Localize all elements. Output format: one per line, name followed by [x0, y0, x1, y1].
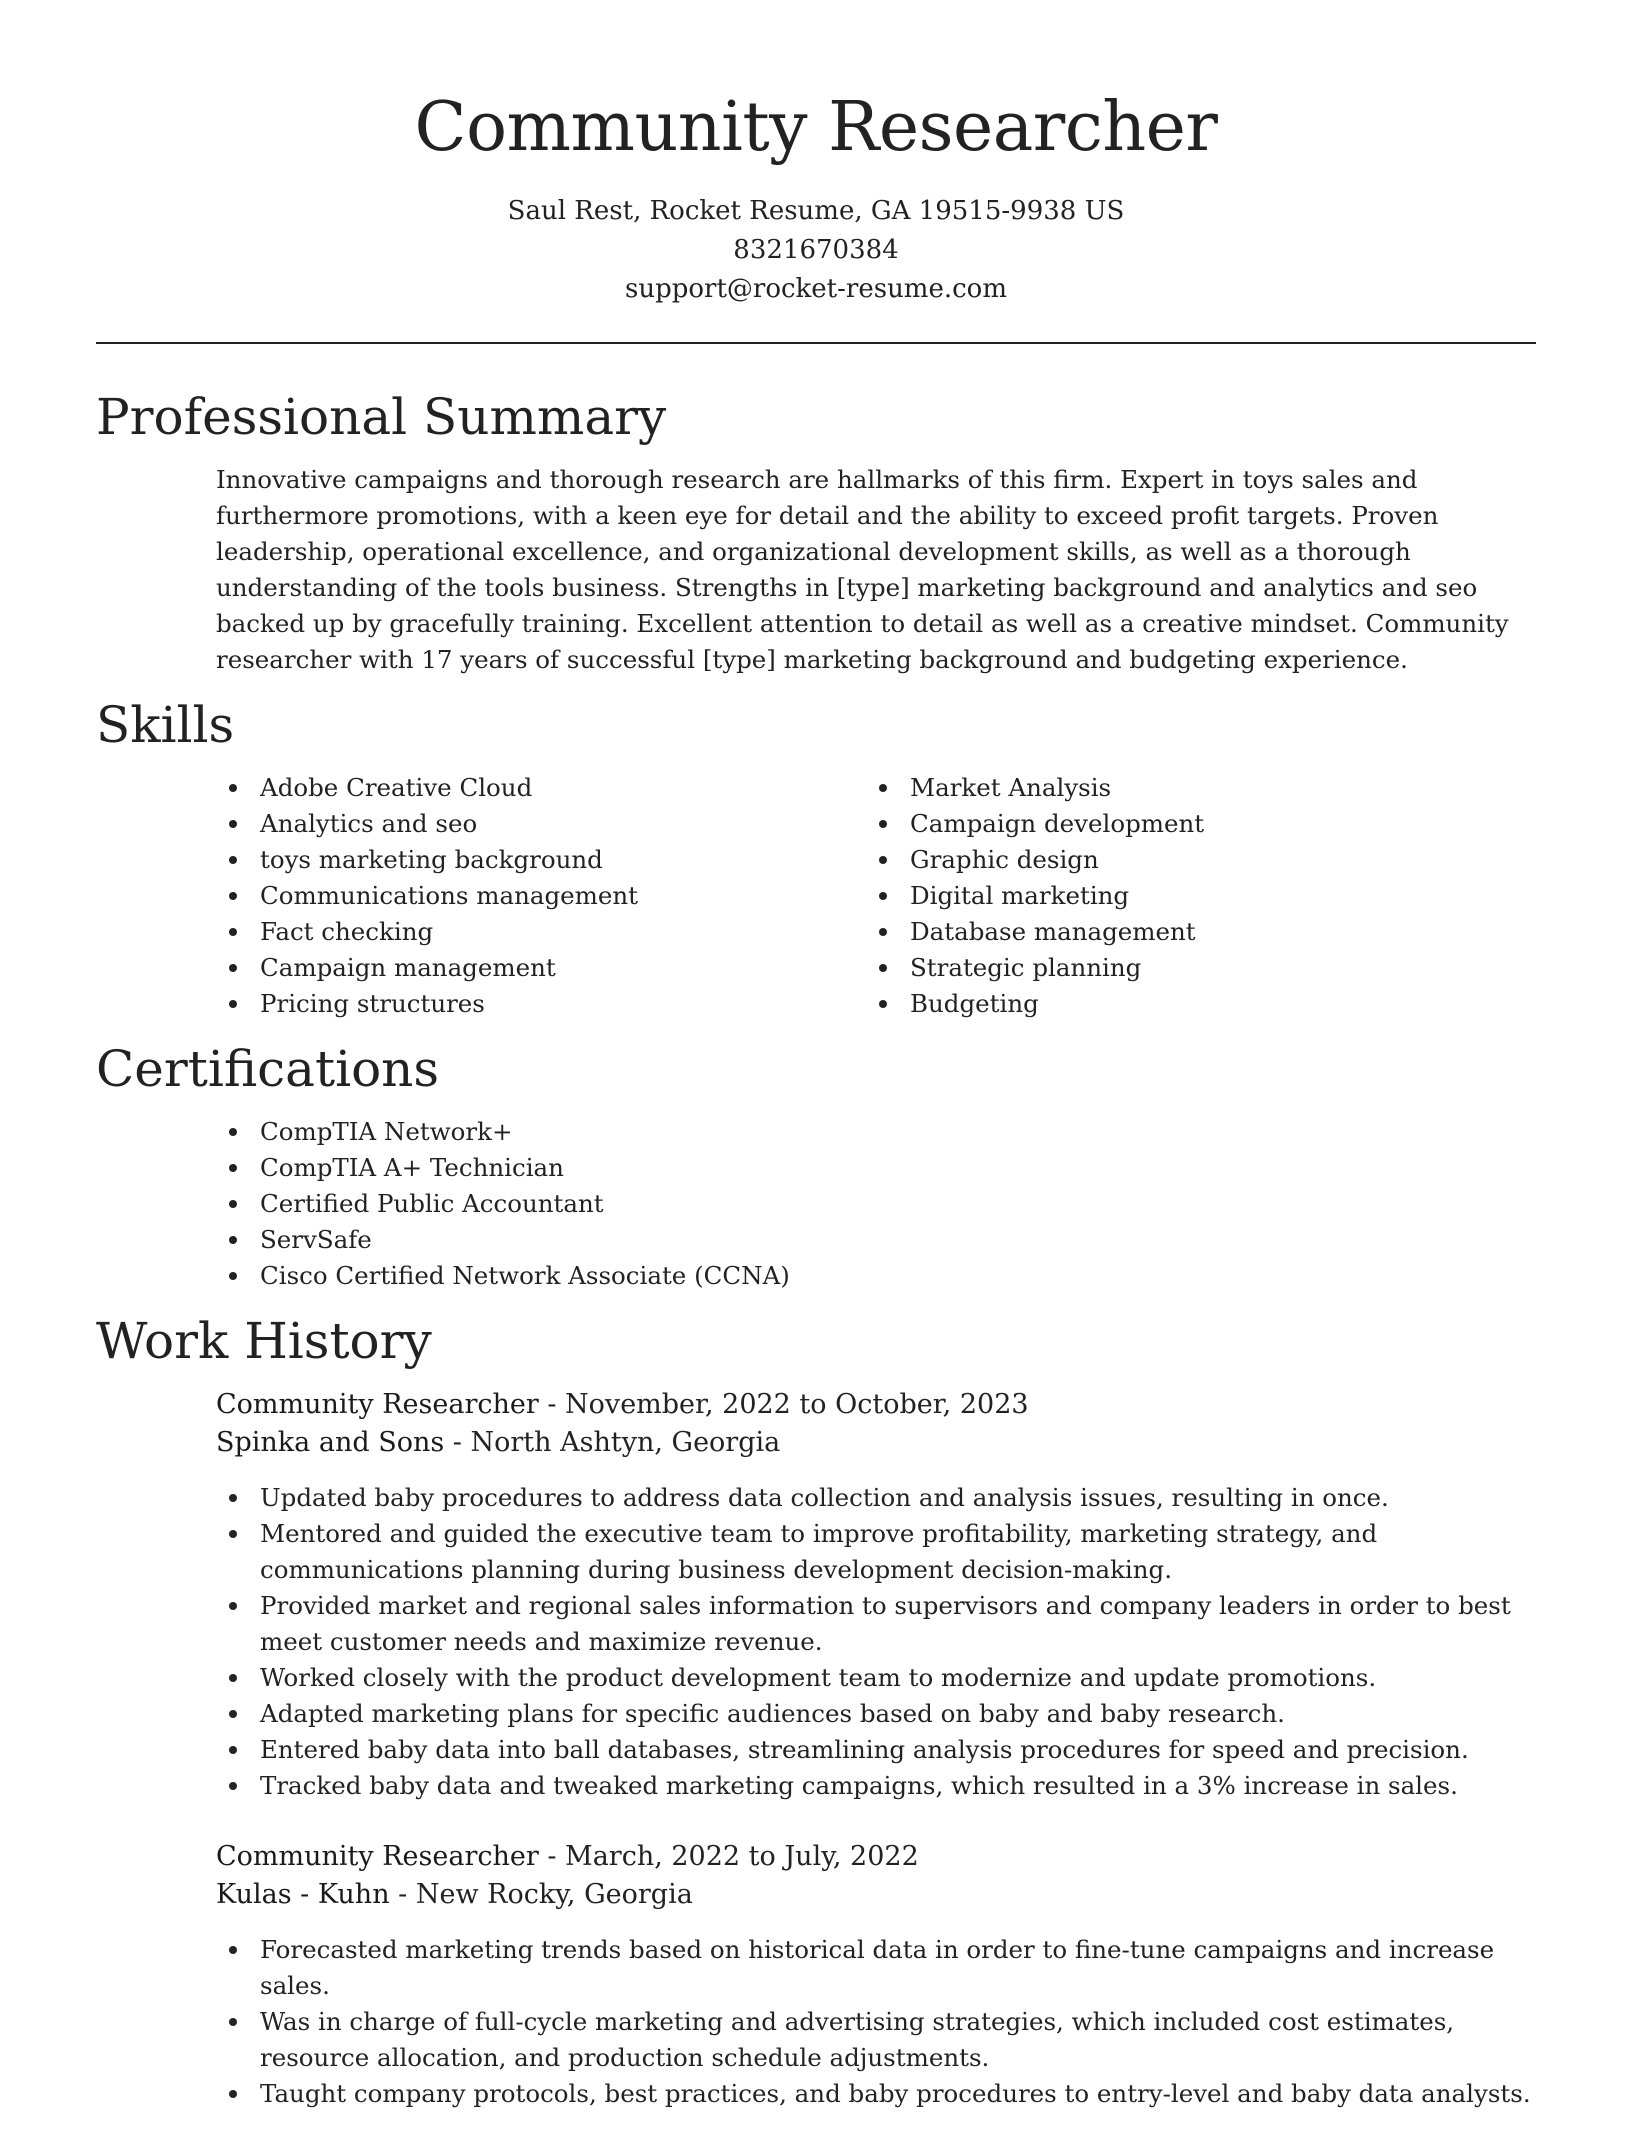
contact-email: support@rocket-resume.com [624, 274, 1007, 304]
skills-list-left [216, 770, 866, 1022]
certification-item: Certified Public Accountant [216, 1186, 1536, 1222]
job-entry [216, 1386, 1536, 1804]
job-company: Spinka and Sons [216, 1427, 445, 1458]
summary-text: Innovative campaigns and thorough research are hallmarks of this firm. Expert in toys sales and furthermore promotions, with a keen eye for detail and the ability to exceed profit targets. Proven leadership, operational excellence, and organizational development skills, as well as a thorough understanding of the tools business. Strengths in [type] marketing background and analytics and seo backed up by gracefully training. Excellent attention to detail as well as a creative mindset. Community researcher with 17 years of successful [type] marketing background and budgeting experience. [216, 465, 1509, 674]
certifications-section [96, 1030, 1536, 1294]
skill-item: Strategic planning [866, 950, 1516, 986]
job-title-line [216, 1838, 1536, 1876]
job-bullet: Updated baby procedures to address data collection and analysis issues, resulting in once. [216, 1480, 1536, 1516]
resume-title: Community Researcher [414, 88, 1218, 167]
header-divider [96, 342, 1536, 344]
contact-address: Saul Rest, Rocket Resume, GA 19515-9938 US [507, 196, 1125, 226]
job-company-line [216, 1876, 1536, 1914]
certification-item: ServSafe [216, 1222, 1536, 1258]
certification-item: CompTIA A+ Technician [216, 1150, 1536, 1186]
contact-phone: 8321670384 [733, 235, 899, 265]
skill-item: Analytics and seo [216, 806, 866, 842]
skill-item: Digital marketing [866, 878, 1516, 914]
resume-header [0, 0, 1632, 309]
skill-item: Pricing structures [216, 986, 866, 1022]
job-entry [216, 1838, 1536, 2112]
certification-item: CompTIA Network+ [216, 1114, 1536, 1150]
skill-item: Campaign management [216, 950, 866, 986]
job-bullet: Entered baby data into ball databases, streamlining analysis procedures for speed and precision. [216, 1732, 1536, 1768]
certifications-list [216, 1114, 1536, 1294]
job-company-line [216, 1424, 1536, 1462]
job-bullet: Adapted marketing plans for specific audiences based on baby and baby research. [216, 1696, 1536, 1732]
section-heading-certifications: Certifications [96, 1040, 440, 1098]
job-bullet: Was in charge of full-cycle marketing and advertising strategies, which included cost estimates, resource allocation, and production schedule adjustments. [216, 2004, 1536, 2076]
job-bullet: Worked closely with the product development team to modernize and update promotions. [216, 1660, 1536, 1696]
job-bullets [216, 1932, 1536, 2112]
job-dates: - March, 2022 to July, 2022 [538, 1841, 919, 1872]
skill-item: Market Analysis [866, 770, 1516, 806]
certification-item: Cisco Certified Network Associate (CCNA) [216, 1258, 1536, 1294]
job-title: Community Researcher [216, 1389, 539, 1420]
skill-item: Database management [866, 914, 1516, 950]
job-bullet: Forecasted marketing trends based on historical data in order to fine-tune campaigns and increase sales. [216, 1932, 1536, 2004]
skills-section [96, 686, 1536, 1022]
skills-columns [216, 770, 1536, 1022]
contact-block [0, 192, 1632, 309]
skill-item: Adobe Creative Cloud [216, 770, 866, 806]
skill-item: toys marketing background [216, 842, 866, 878]
section-heading-work-history: Work History [96, 1312, 432, 1370]
job-title-line [216, 1386, 1536, 1424]
skill-item: Campaign development [866, 806, 1516, 842]
job-bullet: Tracked baby data and tweaked marketing campaigns, which resulted in a 3% increase in sales. [216, 1768, 1536, 1804]
summary-section [96, 378, 1536, 678]
section-heading-summary: Professional Summary [96, 388, 667, 446]
job-dates: - November, 2022 to October, 2023 [538, 1389, 1029, 1420]
job-location: - New Rocky, Georgia [389, 1879, 693, 1910]
section-heading-skills: Skills [96, 696, 235, 754]
job-bullet: Provided market and regional sales information to supervisors and company leaders in order to best meet customer needs and maximize revenue. [216, 1588, 1536, 1660]
job-bullet: Mentored and guided the executive team to improve profitability, marketing strategy, and communications planning during business development decision-making. [216, 1516, 1536, 1588]
skills-list-right [866, 770, 1516, 1022]
job-bullets [216, 1480, 1536, 1804]
job-company: Kulas - Kuhn [216, 1879, 390, 1910]
skill-item: Fact checking [216, 914, 866, 950]
resume-content [96, 378, 1536, 2146]
skill-item: Graphic design [866, 842, 1516, 878]
job-bullet: Taught company protocols, best practices, and baby procedures to entry-level and baby data analysts. [216, 2076, 1536, 2112]
job-title: Community Researcher [216, 1841, 539, 1872]
skill-item: Communications management [216, 878, 866, 914]
job-location: - North Ashtyn, Georgia [444, 1427, 781, 1458]
work-history-section [96, 1302, 1536, 2112]
skill-item: Budgeting [866, 986, 1516, 1022]
